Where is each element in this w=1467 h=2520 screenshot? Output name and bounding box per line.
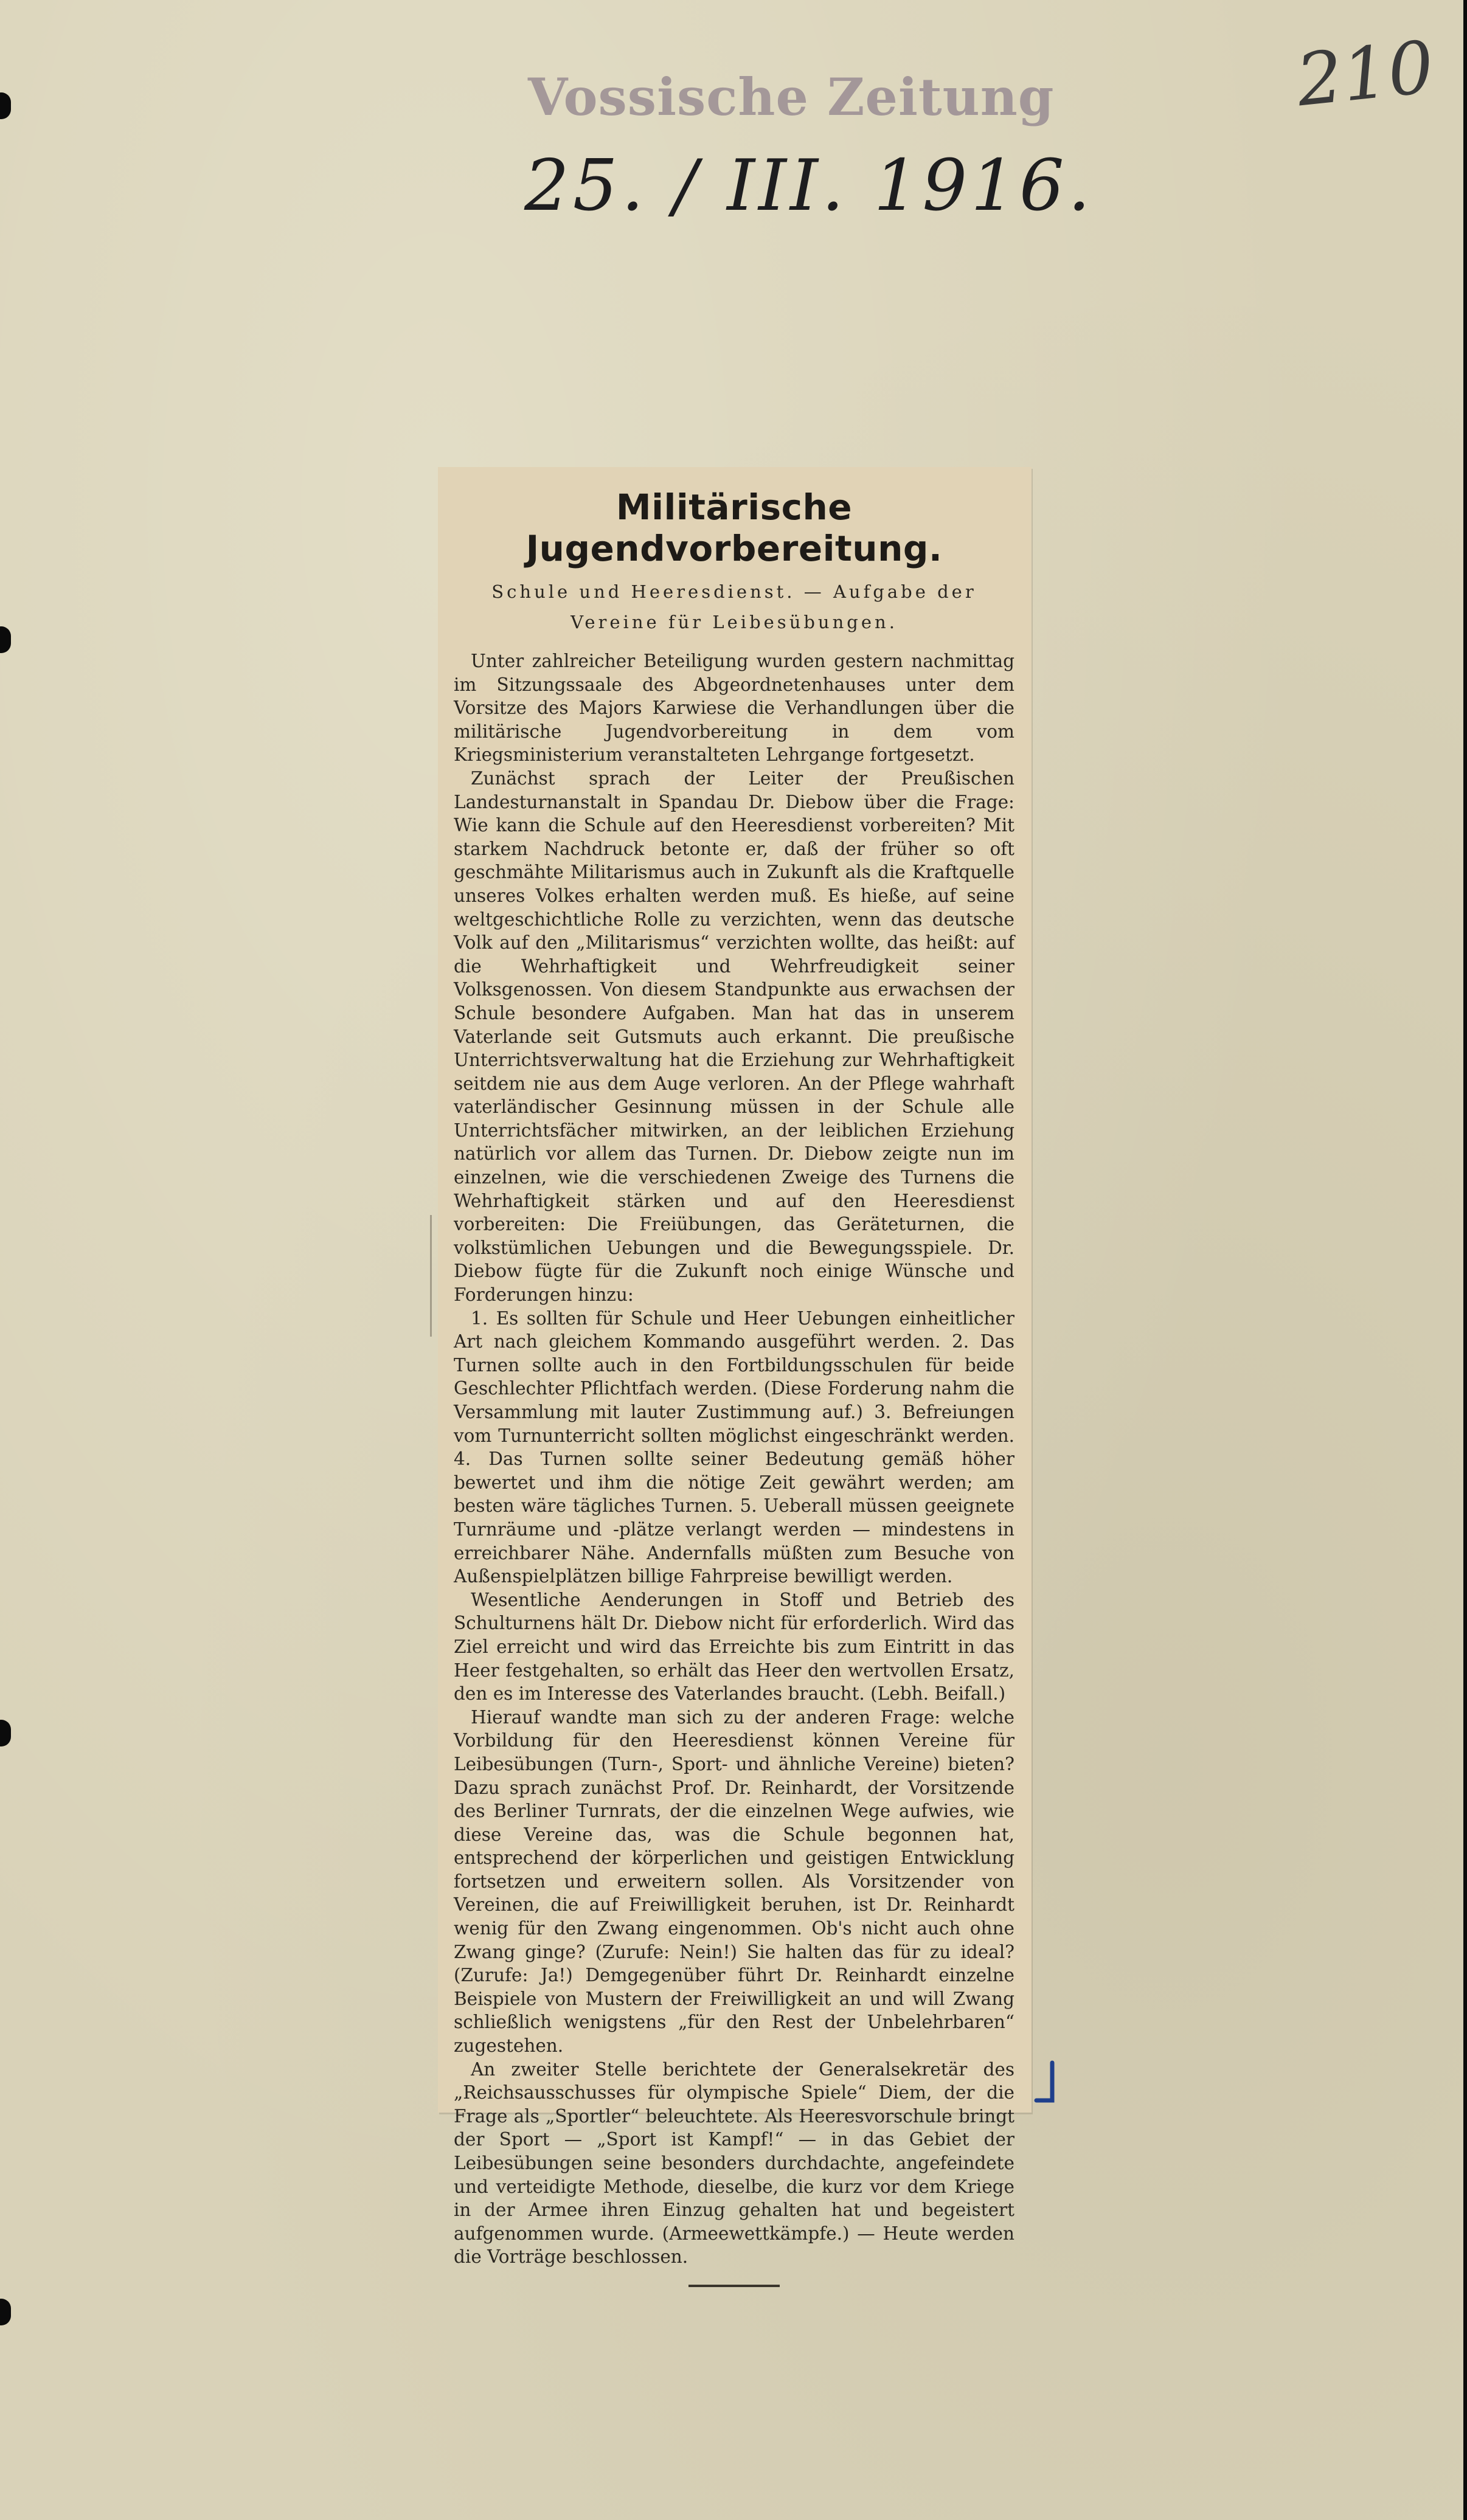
newspaper-stamp: Vossische Zeitung — [528, 67, 1055, 127]
binder-hole — [0, 92, 11, 119]
article-paragraph: Hierauf wandte man sich zu der anderen Frage: welche Vorbildung für den Heeresdienst können Vereine für Leibesübungen (Turn-, Sport- und ähnliche Vereine) bieten? Dazu sprach zunächst Prof. Dr. Reinhardt, der Vorsitzende des Berliner Turnrats, der die einzelnen Wege aufwies, wie diese Vereine das, was die Schule begonnen hat, entsprechend der körperlichen und geistigen Entwicklung fortsetzen und erweitern sollen. Als Vorsitzender von Vereinen, die auf Freiwilligkeit beruhen, ist Dr. Reinhardt wenig für den Zwang eingenommen. Ob's nicht auch ohne Zwang ginge? (Zurufe: Nein!) Sie halten das für zu ideal? (Zurufe: Ja!) Demgegenüber führt Dr. Reinhardt einzelne Beispiele von Mustern der Freiwilligkeit an und will Zwang schließlich wenigstens „für den Rest der Unbelehrbaren“ zugestehen. — [454, 1706, 1014, 2057]
article-headline: Militärische Jugendvorbereitung. — [525, 486, 943, 569]
blue-pencil-bracket-mark — [1034, 2060, 1063, 2104]
article-end-rule — [688, 2285, 780, 2287]
handwritten-page-number: 210 — [1292, 24, 1438, 123]
newspaper-clipping — [438, 467, 1032, 2268]
pencil-margin-line — [430, 1215, 432, 1337]
article-paragraph: Unter zahlreicher Beteiligung wurden gestern nachmittag im Sitzungssaale des Abgeordnetenhauses unter dem Vorsitze des Majors Karwiese die Verhandlungen über die militärische Jugendvorbereitung in dem vom Kriegsministerium veranstalteten Lehrgange fortgesetzt. — [454, 651, 1014, 766]
binder-hole — [0, 2299, 11, 2325]
binder-hole — [0, 1720, 11, 1746]
article-paragraph: An zweiter Stelle berichtete der Generalsekretär des „Reichsausschusses für olympische Spiele“ Diem, der die Frage als „Sportler“ beleuchtete. Als Heeresvorschule bringt der Sport — „Sport ist Kampf!“ — in das Gebiet der Leibesübungen seine besonders durchdachte, angefeindete und verteidigte Methode, dieselbe, die kurz vor dem Kriege in der Armee ihren Einzug gehalten hat und begeistert aufgenommen wurde. (Armeewettkämpfe.) — Heute werden die Vorträge beschlossen. — [454, 2058, 1014, 2268]
handwritten-date: 25. / III. 1916. — [524, 145, 1094, 227]
article-paragraph: Wesentliche Aenderungen in Stoff und Betrieb des Schulturnens hält Dr. Diebow nicht für erforderlich. Wird das Ziel erreicht und wird das Erreichte bis zum Eintritt in das Heer festgehalten, so erhält das Heer den wertvollen Ersatz, den es im Interesse des Vaterlandes braucht. (Lebh. Beifall.) — [454, 1589, 1014, 1705]
binder-hole — [0, 626, 11, 653]
article-paragraph: 1. Es sollten für Schule und Heer Uebungen einheitlicher Art nach gleichem Kommando ausgeführt werden. 2. Das Turnen sollte auch in den Fortbildungsschulen für beide Geschlechter Pflichtfach werden. (Diese Forderung nahm die Versammlung mit lauter Zustimmung auf.) 3. Befreiungen vom Turnunterricht sollten möglichst eingeschränkt werden. 4. Das Turnen sollte seiner Bedeutung gemäß höher bewertet und ihm die nötige Zeit gewährt werden; am besten wäre tägliches Turnen. 5. Ueberall müssen geeignete Turnräume und -plätze verlangt werden — mindestens in erreichbarer Nähe. Andernfalls müßten zum Besuche von Außenspielplätzen billige Fahrpreise bewilligt werden. — [454, 1307, 1014, 1587]
article-subheadline: Schule und Heeresdienst. — Aufgabe der Vereine für Leibesübungen. — [491, 581, 977, 632]
article-paragraph: Zunächst sprach der Leiter der Preußischen Landesturnanstalt in Spandau Dr. Diebow über die Frage: Wie kann die Schule auf den Heeresdienst vorbereiten? Mit starkem Nachdruck betonte er, daß der früher so oft geschmähte Militarismus auch in Zukunft als die Kraftquelle unseres Volkes erhalten werden muß. Es hieße, auf seine weltgeschichtliche Rolle zu verzichten, wenn das deutsche Volk auf den „Militarismus“ verzichten wollte, das heißt: auf die Wehrhaftigkeit und Wehrfreudigkeit seiner Volksgenossen. Von diesem Standpunkte aus erwachsen der Schule besondere Aufgaben. Man hat das in unserem Vaterlande seit Gutsmuts auch erkannt. Die preußische Unterrichtsverwaltung hat die Erziehung zur Wehrhaftigkeit seitdem nie aus dem Auge verloren. An der Pflege wahrhaft vaterländischer Gesinnung müssen in der Schule alle Unterrichtsfächer mitwirken, an der leiblichen Erziehung natürlich vor allem das Turnen. Dr. Diebow zeigte nun im einzelnen, wie die verschiedenen Zweige des Turnens die Wehrhaftigkeit stärken und auf den Heeresdienst vorbereiten: Die Freiübungen, das Geräteturnen, die volkstümlichen Uebungen und die Bewegungsspiele. Dr. Diebow fügte für die Zukunft noch einige Wünsche und Forderungen hinzu: — [454, 767, 1014, 1306]
